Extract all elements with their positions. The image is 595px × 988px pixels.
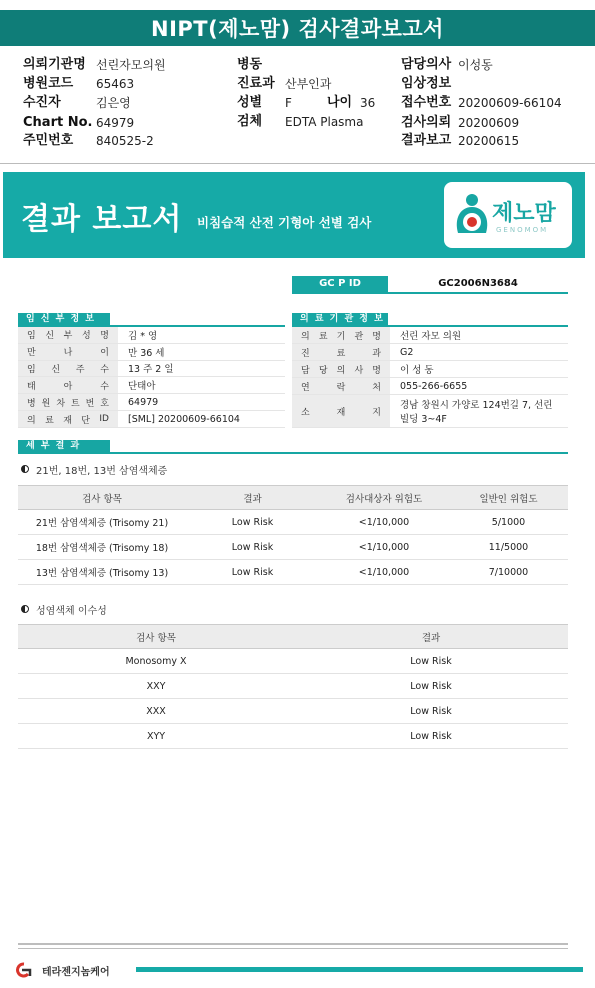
institution-info-row-label <box>292 327 390 343</box>
label-char: ID <box>99 414 109 424</box>
pregnant-info-row-value: 김 * 영 <box>128 330 158 342</box>
institution-info-row-value: 선린 자모 의원 <box>400 331 462 342</box>
half-circle-icon <box>21 605 29 613</box>
institution-info-row-value: G2 <box>400 346 414 358</box>
sex-chromosome-cell: Low Risk <box>294 724 568 749</box>
label-char: 연 <box>301 382 310 393</box>
label-char: 명 <box>372 331 381 342</box>
institution-info-row <box>292 395 568 428</box>
trisomy-cell: <1/10,000 <box>319 535 449 560</box>
label-char: 신 <box>51 364 61 375</box>
label-char: 명 <box>372 365 381 376</box>
resident-no-value: 840525-2 <box>96 134 154 148</box>
label-char: 이 <box>100 348 109 359</box>
pregnant-info-row-label <box>18 411 118 427</box>
trisomy-section-title <box>21 462 167 476</box>
sex-chromosome-cell: Low Risk <box>294 699 568 724</box>
trisomy-cell: 5/1000 <box>449 510 568 535</box>
doctor-value: 이성동 <box>458 58 493 72</box>
label-char: 료 <box>318 331 328 342</box>
pregnant-info-row-label <box>18 377 118 393</box>
logo-text: 제노맘 <box>492 201 556 226</box>
chart-no-value: 64979 <box>96 116 135 130</box>
hospital-code-label: 병원코드 <box>23 76 74 91</box>
label-char: 과 <box>372 348 381 359</box>
patient-label: 수진자 <box>23 95 61 110</box>
order-info-section <box>0 52 595 156</box>
footer-accent-bar <box>136 967 583 972</box>
department-value: 산부인과 <box>285 77 332 91</box>
gcp-id-label: GC P ID <box>292 276 388 292</box>
institution-value: 선린자모의원 <box>96 58 166 72</box>
sex-chromosome-cell: Low Risk <box>294 674 568 699</box>
receipt-no-label: 접수번호 <box>401 95 452 110</box>
pregnant-info-row <box>18 344 285 361</box>
label-char: 처 <box>372 382 381 393</box>
label-char: 소 <box>301 407 310 418</box>
trisomy-cell: 13번 삼염색체증 (Trisomy 13) <box>18 560 186 585</box>
pregnant-info-row-value: [SML] 20200609-66104 <box>128 413 240 425</box>
genomom-logo <box>444 182 572 248</box>
trisomy-cell: 7/10000 <box>449 560 568 585</box>
table-row <box>18 535 568 560</box>
report-date-value: 20200615 <box>458 134 520 148</box>
label-char: 기 <box>336 331 346 342</box>
label-char: 단 <box>81 415 90 426</box>
sex-chromosome-title-text: 성염색체 이수성 <box>36 605 107 617</box>
trisomy-cell: 18번 삼염색체증 (Trisomy 18) <box>18 535 186 560</box>
department-label: 진료과 <box>237 76 275 91</box>
label-char: 신 <box>45 331 55 342</box>
institution-info-row-label <box>292 378 390 394</box>
table-row <box>18 674 568 699</box>
label-char: 나 <box>63 348 73 359</box>
label-char: 트 <box>70 398 80 409</box>
institution-info-row-label <box>292 361 390 377</box>
sex-chromosome-header-cell: 검사 항목 <box>18 625 294 649</box>
institution-info-heading: 의 료 기 관 정 보 <box>292 313 388 326</box>
ward-label: 병동 <box>237 57 263 72</box>
label-char: 호 <box>100 398 109 409</box>
logo-subtext: GENOMOM <box>496 226 549 234</box>
trisomy-cell: <1/10,000 <box>319 560 449 585</box>
receipt-no-value: 20200609-66104 <box>458 96 562 110</box>
label-char: 임 <box>27 364 36 375</box>
trisomy-header-row <box>18 486 568 510</box>
label-char: 의 <box>27 415 36 426</box>
label-char: 사 <box>354 365 364 376</box>
label-char: 부 <box>63 331 73 342</box>
result-banner <box>3 172 585 258</box>
pregnant-info-row-label <box>18 361 118 377</box>
footer-rule <box>18 943 568 945</box>
age-label: 나이 <box>327 95 353 110</box>
age-value: 36 <box>360 96 376 110</box>
sex-value: F <box>285 96 292 110</box>
label-char: 주 <box>75 364 85 375</box>
sex-label: 성별 <box>237 95 263 110</box>
pregnant-info-row-value: 만 36 세 <box>128 347 165 359</box>
pregnant-info-heading: 임 신 부 정 보 <box>18 313 110 326</box>
institution-info-row-value: 이 성 동 <box>400 365 434 376</box>
trisomy-cell: 21번 삼염색체증 (Trisomy 21) <box>18 510 186 535</box>
label-char: 당 <box>318 365 328 376</box>
trisomy-header-cell: 결과 <box>186 486 319 510</box>
trisomy-cell: Low Risk <box>186 510 319 535</box>
label-char: 재 <box>336 407 346 418</box>
trisomy-cell: 11/5000 <box>449 535 568 560</box>
genomom-logo-icon <box>452 191 492 239</box>
footer-company-logo <box>14 961 110 979</box>
institution-info-row <box>292 344 568 361</box>
clinical-info-label: 임상정보 <box>401 76 452 91</box>
resident-no-label: 주민번호 <box>23 133 74 148</box>
half-circle-icon <box>21 465 29 473</box>
table-row <box>18 560 568 585</box>
label-char: 수 <box>100 364 109 375</box>
label-char: 성 <box>81 331 91 342</box>
request-date-value: 20200609 <box>458 116 520 130</box>
institution-info-table <box>292 327 568 428</box>
chart-no-label: Chart No. <box>23 115 93 130</box>
label-char: 료 <box>336 348 346 359</box>
sex-chromosome-table <box>18 624 568 749</box>
pregnant-info-row-value: 13 주 2 일 <box>128 364 174 376</box>
specimen-label: 검체 <box>237 114 263 129</box>
label-char: 지 <box>372 407 381 418</box>
label-char: 관 <box>354 331 364 342</box>
label-char: 재 <box>63 415 72 426</box>
patient-value: 김은영 <box>96 96 131 110</box>
label-char: 병 <box>27 398 36 409</box>
institution-info-row <box>292 327 568 344</box>
sex-chromosome-section-title <box>21 602 107 616</box>
institution-info-row <box>292 361 568 378</box>
trisomy-header-cell: 검사 항목 <box>18 486 186 510</box>
info-divider <box>0 163 595 164</box>
sex-chromosome-cell: Low Risk <box>294 649 568 674</box>
institution-label: 의뢰기관명 <box>23 57 86 72</box>
label-char: 료 <box>45 415 54 426</box>
pregnant-info-row <box>18 394 285 411</box>
label-char: 아 <box>63 381 73 392</box>
sex-chromosome-header-row <box>18 625 568 649</box>
report-title-bar <box>0 10 595 46</box>
sex-chromosome-cell: XYY <box>18 724 294 749</box>
detail-results-heading: 세 부 결 과 <box>18 440 110 453</box>
label-char: 만 <box>27 348 36 359</box>
trisomy-header-cell: 검사대상자 위험도 <box>319 486 449 510</box>
doctor-label: 담당의사 <box>401 57 452 72</box>
hospital-code-value: 65463 <box>96 77 135 91</box>
request-date-label: 검사의뢰 <box>401 115 452 130</box>
label-char: 번 <box>85 398 95 409</box>
pregnant-info-row <box>18 377 285 394</box>
pregnant-info-row <box>18 361 285 378</box>
label-char: 의 <box>301 331 310 342</box>
banner-subtitle: 비침습적 산전 기형아 선별 검사 <box>197 215 372 230</box>
sex-chromosome-cell: XXX <box>18 699 294 724</box>
pregnant-info-row-value: 64979 <box>128 396 159 408</box>
trisomy-cell: Low Risk <box>186 560 319 585</box>
label-char: 수 <box>100 381 109 392</box>
label-char: 태 <box>27 381 36 392</box>
table-row <box>18 649 568 674</box>
company-logo-icon <box>14 962 40 978</box>
gcp-id-row <box>292 276 568 294</box>
sex-chromosome-cell: XXY <box>18 674 294 699</box>
table-row <box>18 699 568 724</box>
label-char: 진 <box>301 348 310 359</box>
trisomy-cell: Low Risk <box>186 535 319 560</box>
pregnant-info-row-label <box>18 327 118 343</box>
company-name: 테라젠지놈케어 <box>42 966 110 978</box>
label-char: 락 <box>336 382 346 393</box>
pregnant-info-row-value: 단태아 <box>128 381 156 393</box>
detail-results-rule <box>18 452 568 454</box>
institution-info-row-value: 055-266-6655 <box>400 380 468 392</box>
table-row <box>18 724 568 749</box>
institution-info-row-value: 경남 창원시 가양로 124번길 7, 선린 빌딩 3~4F <box>400 400 553 425</box>
institution-info-row-label <box>292 395 390 427</box>
specimen-value: EDTA Plasma <box>285 115 364 129</box>
label-char: 담 <box>301 365 310 376</box>
pregnant-info-row-label <box>18 394 118 410</box>
pregnant-info-row-label <box>18 344 118 360</box>
label-char: 명 <box>100 331 109 342</box>
gcp-id-value: GC2006N3684 <box>438 278 518 289</box>
table-row <box>18 510 568 535</box>
footer-rule-thin <box>18 948 568 949</box>
label-char: 의 <box>336 365 346 376</box>
trisomy-title-text: 21번, 18번, 13번 삼염색체증 <box>36 465 168 477</box>
pregnant-info-row <box>18 327 285 344</box>
pregnant-info-table <box>18 327 285 428</box>
label-char: 임 <box>27 331 36 342</box>
label-char: 차 <box>56 398 66 409</box>
institution-info-row <box>292 378 568 395</box>
report-title: NIPT(제노맘) 검사결과보고서 <box>151 17 444 41</box>
sex-chromosome-cell: Monosomy X <box>18 649 294 674</box>
sex-chromosome-header-cell: 결과 <box>294 625 568 649</box>
trisomy-table <box>18 485 568 585</box>
trisomy-cell: <1/10,000 <box>319 510 449 535</box>
institution-info-row-label <box>292 344 390 360</box>
report-date-label: 결과보고 <box>401 133 452 148</box>
banner-title: 결과 보고서 <box>21 202 183 237</box>
trisomy-header-cell: 일반인 위험도 <box>449 486 568 510</box>
label-char: 원 <box>41 398 51 409</box>
pregnant-info-row <box>18 411 285 428</box>
